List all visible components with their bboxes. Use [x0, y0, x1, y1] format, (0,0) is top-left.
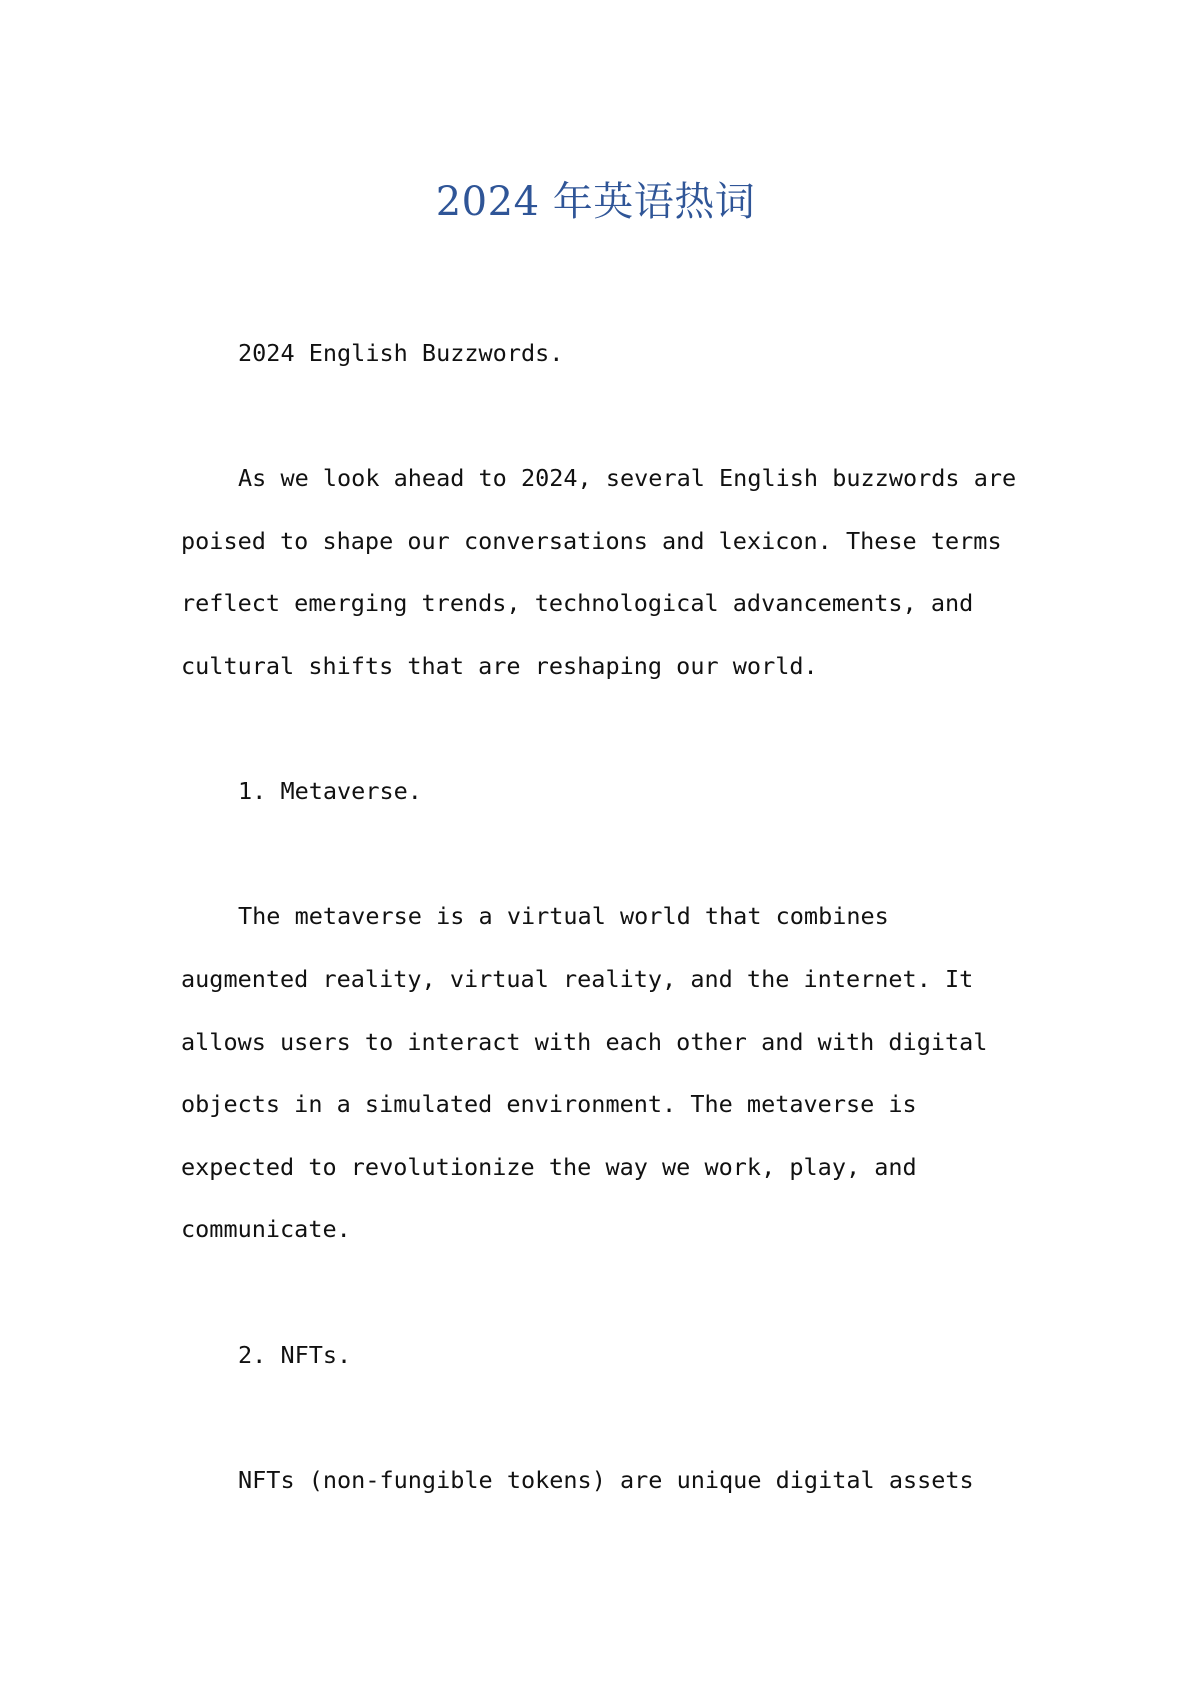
paragraph-intro: As we look ahead to 2024, several English buzzwords are poised to shape our conversations and lexicon. These terms reflect emerging trends, technological advancements, and cultural shifts that are reshaping our world. [181, 464, 1017, 680]
section-heading-nfts: 2. NFTs. [238, 1340, 352, 1369]
document-body [181, 322, 1021, 1511]
paragraph-heading: 2024 English Buzzwords. [238, 339, 564, 367]
section-heading-metaverse: 1. Metaverse. [238, 777, 422, 806]
paragraph-nfts: NFTs (non-fungible tokens) are unique digital assets [238, 1465, 974, 1494]
paragraph-metaverse: The metaverse is a virtual world that combines augmented reality, virtual reality, and the internet. It allows users to interact with each other and with digital objects in a simulated environment. The metaverse is expected to revolutionize the way we work, play, and communicate. [181, 902, 988, 1244]
document-title: 2024 年英语热词 [435, 179, 756, 225]
